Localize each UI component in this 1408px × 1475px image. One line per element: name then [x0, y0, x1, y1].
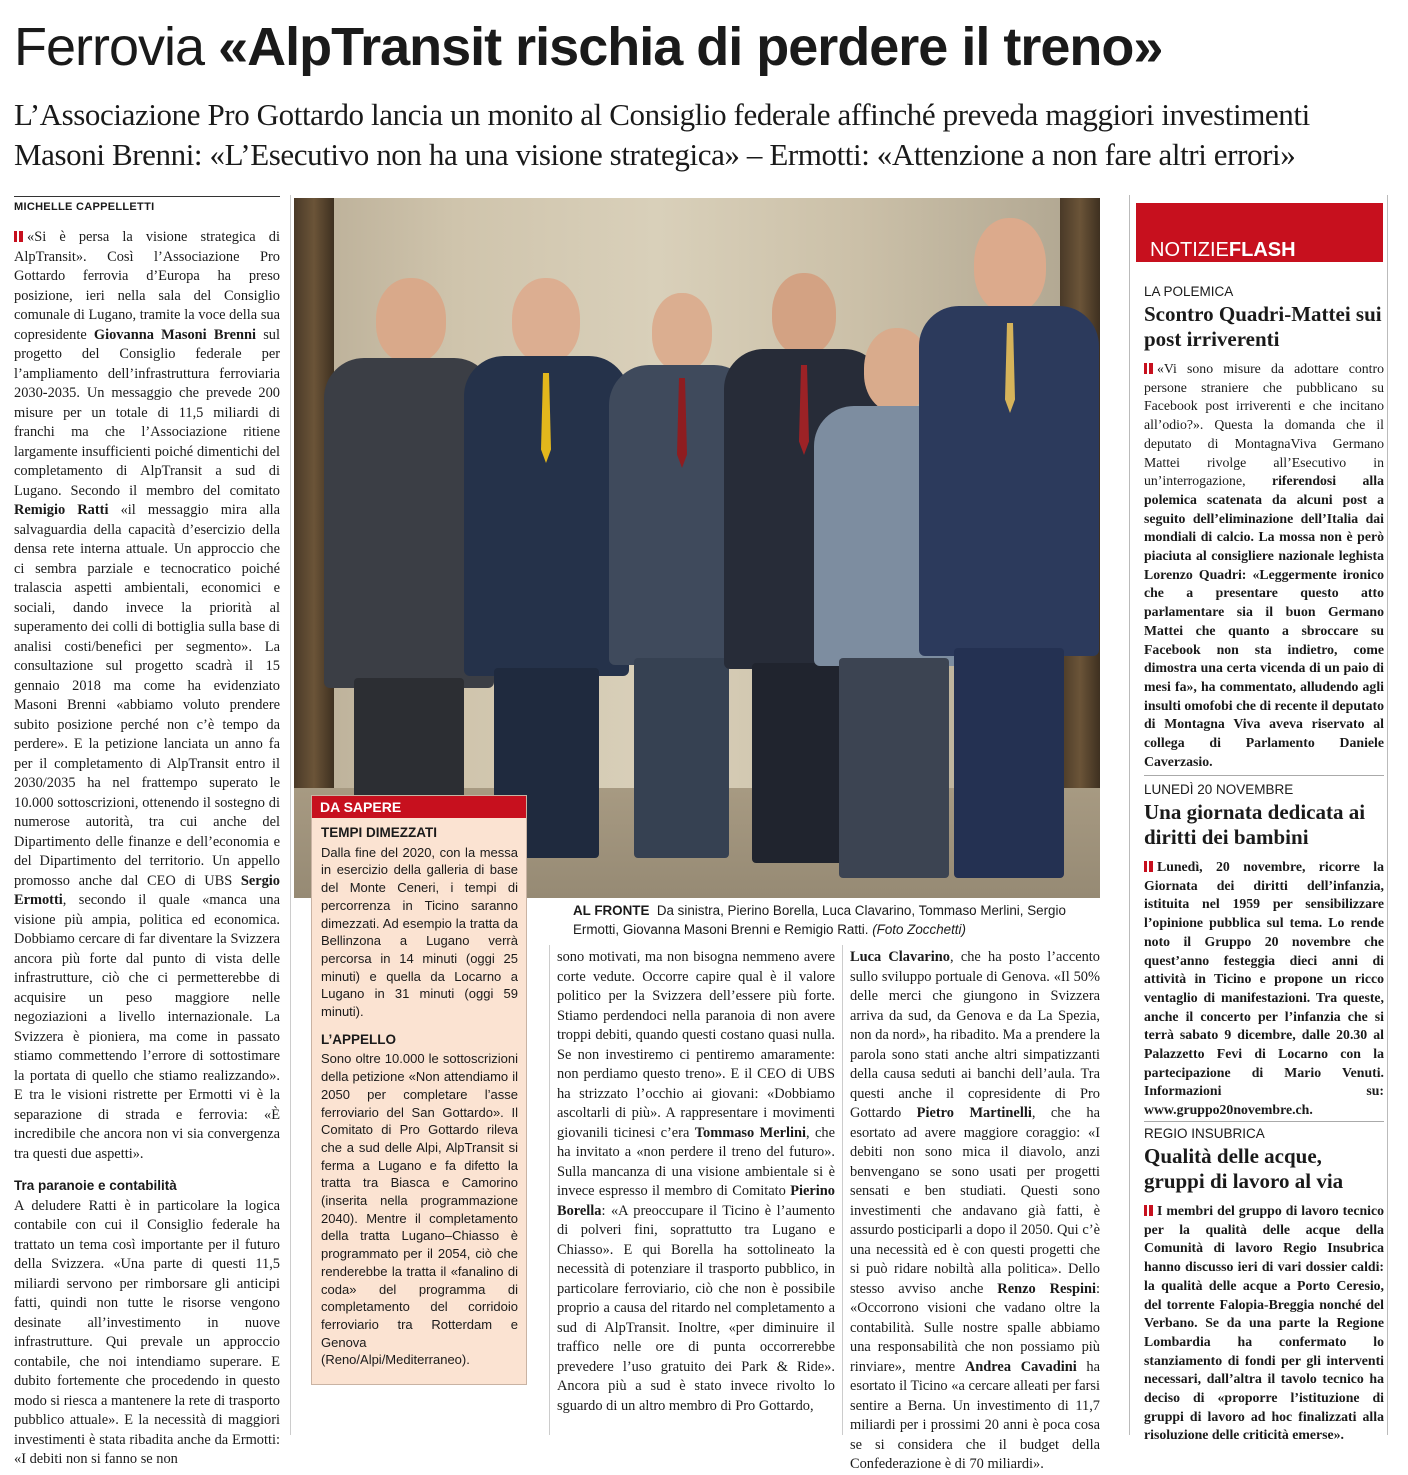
article-column-1	[14, 228, 280, 1470]
article-paragraph: sono motivati, ma non bisogna nemmeno avere corte vedute. Occorre capire qual è il valore politico per la Svizzera dell’essere più forte. Stiamo perdendoci nella paranoia di non avere troppi debiti, quando questi costano quasi nulla. Se non investiremo ci pentiremo amaramente: non perdiamo questo treno». E il CEO di UBS ha strizzato l’occhio ai giovani: «Dobbiamo ascoltarli di più». A rappresentare i movimenti giovanili ticinesi c’era Tommaso Merlini, che ha invitato a «non perdere il treno del futuro». Sulla mancanza di una visione ambientale si è invece espresso il membro di Comitato Pierino Borella: «A preoccupare il Ticino è l’aumento di polveri fini, soprattutto tra Lugano e Chiasso». E qui Borella ha sottolineato la necessità di potenziare il trasporto pubblico, in particolare ferroviario, ciò che non è possibile proprio a causa del ritardo nel completamento a sud di AlpTransit. Inoltre, «per diminuire il traffico nelle ore di punta occorrerebbe prevedere l’uso gratuito dei Park & Ride». Ancora più a sud è stato invece rivolto lo sguardo di un altro membro di Pro Gottardo,	[557, 949, 836, 1414]
article-paragraph: Luca Clavarino, che ha posto l’accento sullo sviluppo portuale di Genova. «Il 50% delle merci che giungono in Svizzera arriva da sud, da Genova e da La Spezia, non da nord», ha ribadito. Ma a prendere la parola sono stati anche altri simpatizzanti della causa seduti ai banchi dell’aula. Tra questi anche il copresidente di Pro Gottardo Pietro Martinelli, che ha esortato ad avere maggiore coraggio: «I debiti non sono mica il diavolo, anzi benvengano se sono usati per progetti sensati e ben studiati. Questi sono investimenti che andavano già fatti, è assurdo posticiparli a dopo il 2050. Qui c’è una necessità ed è con questi progetti che si può ridare nobiltà alla politica». Dello stesso avviso anche Renzo Respini: «Occorrono visioni che vadano oltre la contabilità. Sulle nostre spalle abbiamo una responsabilità che non possiamo più rinviare», mentre Andrea Cavadini ha esortato il Ticino «a cercare alleati per farsi sentire a Berna. Un investimento di 11,7 miliardi per i prossimi 20 anni è poca cosa se si considera che il budget della Confederazione è di 70 miliardi».	[850, 949, 1100, 1472]
subheadline-2: Masoni Brenni: «L’Esecutivo non ha una visione strategica» – Ermotti: «Attenzione a non fare altri errori»	[14, 137, 1296, 172]
article-column-4	[850, 948, 1100, 1475]
flash-item	[1144, 781, 1384, 1120]
caption-text: Da sinistra, Pierino Borella, Luca Clavarino, Tommaso Merlini, Sergio Ermotti, Giovanna Masoni Brenni e Remigio Ratti.	[573, 903, 1066, 937]
news-flash-column	[1129, 195, 1388, 1443]
info-box-text: Dalla fine del 2020, con la messa in esercizio della galleria di base del Monte Ceneri, i tempi di percorrenza in Ticino saranno dimezzati. Ad esempio la tratta da Bellinzona a Lugano verrà percorsa in 14 minuti (oggi 25 minuti) e quella da Locarno a Lugano in 31 minuti (oggi 59 minuti).	[321, 844, 518, 1020]
flash-kicker: REGIO INSUBRICA	[1144, 1126, 1265, 1141]
paragraph-marker-icon	[1144, 861, 1153, 872]
column-divider	[290, 195, 291, 1435]
flash-kicker: LA POLEMICA	[1144, 284, 1234, 299]
info-box-body	[312, 818, 526, 1369]
info-box-heading: L’APPELLO	[321, 1031, 397, 1047]
flash-kicker: LUNEDÌ 20 NOVEMBRE	[1144, 782, 1294, 797]
info-box-label: DA SAPERE	[312, 796, 526, 818]
section-subhead: Tra paranoie e contabilità	[14, 1178, 177, 1193]
group-photo	[294, 198, 1100, 898]
headline-kicker: Ferrovia	[14, 17, 205, 77]
info-box-text: Sono oltre 10.000 le sottoscrizioni della petizione «Non attendiamo il 2050 per completare l’asse ferroviario del San Gottardo». Il Comitato di Pro Gottardo rileva che a sud delle Alpi, AlpTransit si ferma a Lugano e fa difetto la tratta tra Biasca e Camorino (inserita nella programmazione 2040). Mentre il completamento della tratta Lugano–Chiasso è programmato per il 2054, ciò che renderebbe la tratta il «fanalino di coda» del programma di completamento del corridoio ferroviario tra Rotterdam e Genova (Reno/Alpi/Mediterraneo).	[321, 1051, 518, 1368]
subheadline-1: L’Associazione Pro Gottardo lancia un monito al Consiglio federale affinché preveda maggiori investimenti	[14, 97, 1310, 132]
flash-body: I membri del gruppo di lavoro tecnico per la qualità delle acque della Comunità di lavoro Regio Insubrica hanno discusso ieri di vari dossier caldi: la qualità delle acque a Porto Ceresio, del torrente Falopia-Breggia nonché del Verbano. Se da una parte la Regione Lombardia ha confermato lo stanziamento di fondi per gli interventi necessari, dall’altra il tavolo tecnico ha deciso di «proporre l’istituzione di gruppi di lavoro ad hoc finalizzati alla risoluzione delle criticità emerse».	[1144, 1203, 1384, 1443]
headline-title: «AlpTransit rischia di perdere il treno»	[218, 17, 1163, 77]
column-divider	[549, 945, 550, 1435]
flash-item	[1144, 283, 1384, 771]
article-column-3	[557, 948, 835, 1416]
article-paragraph: A deludere Ratti è in particolare la logica contabile con cui il Consiglio federale ha trattato un tema così importante per il futuro della Svizzera. «Una parte di questi 11,5 miliardi servono per rimborsare gli anticipi fatti, quindi non tutte le risorse vengono desinate all’investimento in nuove infrastrutture. Qui prevale un approccio contabile, che noi intendiamo superare. E dubito fortemente che procedendo in questo modo si riesca a mantenere la rete di trasporto pubblico attuale». E la necessità di maggiori investimenti è stata ribadita anche da Ermotti: «I debiti non si fanno se non	[14, 1197, 280, 1467]
flash-separator	[1144, 775, 1384, 776]
photo-credit: (Foto Zocchetti)	[872, 921, 966, 937]
paragraph-marker-icon	[14, 231, 23, 242]
article-paragraph: «Si è persa la visione strategica di AlpTransit». Così l’Associazione Pro Gottardo ferrovia d’Europa ha preso posizione, ieri nella sala del Consiglio comunale di Lugano, tramite la voce della sua copresidente Giovanna Masoni Brenni sul progetto del Consiglio federale per l’ampliamento dell’infrastruttura ferroviaria 2030-2035. Un messaggio che prevede 200 misure per un totale di 11,5 miliardi di franchi ma che l’Associazione ritiene largamente insufficienti poiché dimentichi del completamento di AlpTransit a sud di Lugano. Secondo il membro del comitato Remigio Ratti «il messaggio mira alla salvaguardia della capacità d’esercizio della densa rete interna attuale. Un approccio che ci sembra parziale e tecnocratico poiché tralascia aspetti ambientali, economici e sociali, dando invece la priorità al superamento dei colli di bottiglia sulla base di analisi costi/benefici per segmento». La consultazione sul progetto scadrà il 15 gennaio 2018 ma come ha evidenziato Masoni Brenni «abbiamo voluto prendere subito posizione perché non c’è tempo da perdere». E la petizione lanciata un anno fa per il completamento di AlpTransit entro il 2030/2035 ha nel frattempo superato le 10.000 sottoscrizioni, ottenendo il sostegno di numerose autorità, tra cui anche del Dipartimento delle finanze e dell’economia e del Dipartimento del territorio. Un appello promosso anche dal CEO di UBS Sergio Ermotti, secondo il quale «manca una visione più ampia, politica ed economica. Dobbiamo cercare di far diventare la Svizzera ancora più forte dal punto di vista delle infrastrutture, ciò che ci permetterebbe di acquisire un peso maggiore nelle negoziazioni a livello internazionale. La Svizzera è pioniera, ma come in passato stiamo commettendo l’errore di sottostimare la portata di quello che stiamo realizzando». E tra le visioni ristrette per Ermotti vi è la separazione di strada e ferrovia: «È incredibile che ancora non vi sia convergenza tra questi due aspetti».	[14, 229, 280, 1162]
info-box-heading: TEMPI DIMEZZATI	[321, 825, 437, 840]
flash-title: Qualità delle acque, gruppi di lavoro al via	[1144, 1144, 1344, 1193]
flash-title: Una giornata dedicata ai diritti dei bambini	[1144, 800, 1366, 849]
column-divider	[842, 945, 843, 1435]
info-box	[311, 795, 527, 1385]
flash-separator	[1144, 1121, 1384, 1122]
paragraph-marker-icon	[1144, 1205, 1153, 1216]
caption-label: AL FRONTE	[573, 903, 650, 918]
flash-item	[1144, 1125, 1384, 1445]
paragraph-marker-icon	[1144, 363, 1153, 374]
flash-body: «Vi sono misure da adottare contro persone straniere che pubblicano su Facebook post irriverenti e che incitano all’odio?». Questa la domanda che il deputato di MontagnaViva Germano Mattei rivolge all’Esecutivo in un’interrogazione, riferendosi alla polemica scatenata da alcuni post a seguito dell’eliminazione dell’Italia dai mondiali di calcio. La mossa non è però piaciuta al consigliere nazionale leghista Lorenzo Quadri: «Leggermente ironico che a presentare questo atto parlamentare sia il buon Germano Mattei che quanto a sbroccare su Facebook non sta indietro, come dimostra una certa vicenda di un paio di mesi fa», ha commentato, alludendo agli insulti omofobi che di recente il deputato di Montagna Viva aveva riservato al collega di Parlamento Daniele Caverzasio.	[1144, 361, 1384, 769]
flash-body: Lunedì, 20 novembre, ricorre la Giornata dei diritti dell’infanzia, istituita nel 1959 per sensibilizzare l’opinione pubblica sul tema. Lo rende noto il Gruppo 20 novembre che quest’anno festeggia dieci anni di attività in Ticino e propone un ricco ventaglio di manifestazioni. Tra queste, anche il concerto per l’infanzia che si terrà sabato 9 dicembre, dalle 20.30 al Palazzetto Fevi di Locarno con la partecipazione di Mario Venuti. Informazioni su: www.gruppo20novembre.ch.	[1144, 859, 1384, 1118]
photo-caption	[573, 902, 1100, 939]
news-flash-header: NOTIZIEFLASH	[1136, 203, 1383, 262]
flash-title: Scontro Quadri-Mattei sui post irriverenti	[1144, 302, 1382, 351]
headline	[14, 14, 1399, 80]
byline: MICHELLE CAPPELLETTI	[14, 196, 280, 213]
